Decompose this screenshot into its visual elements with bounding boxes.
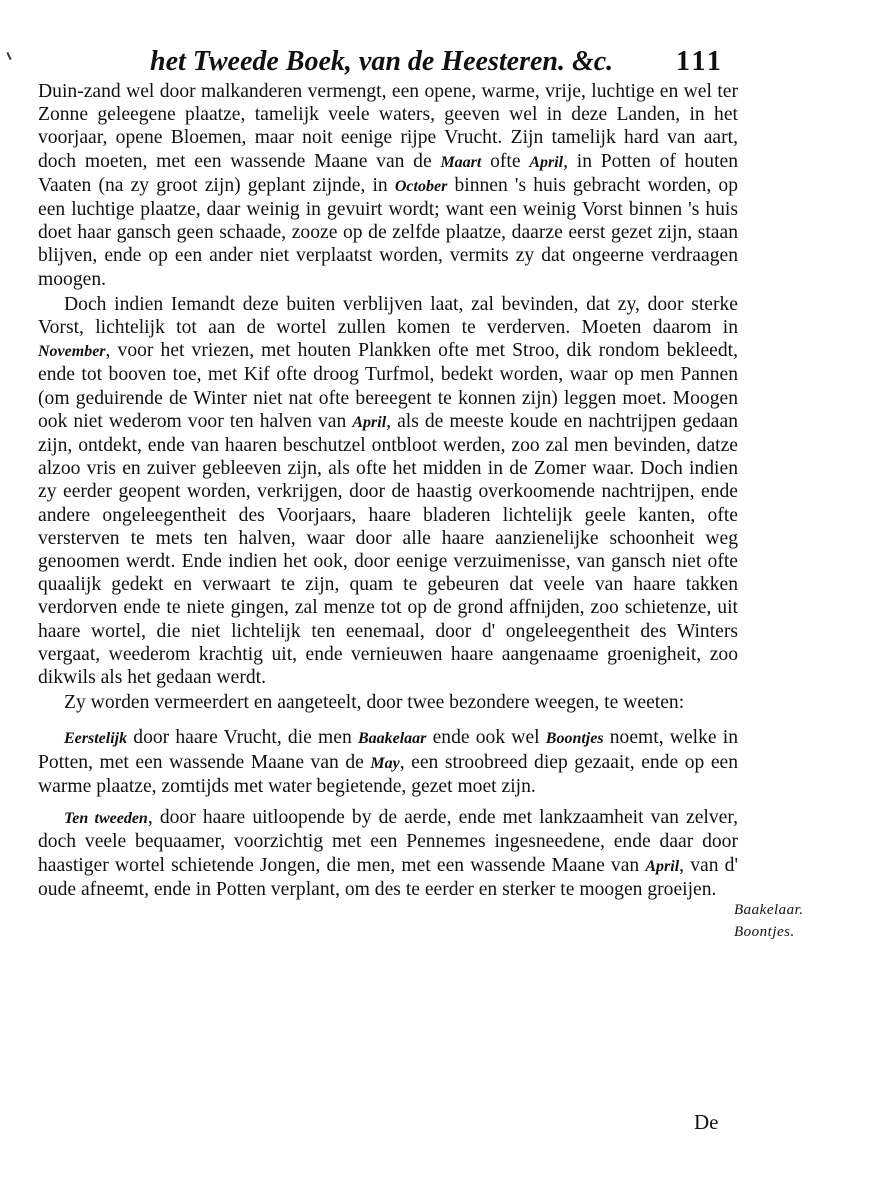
emphasis: Baakelaar bbox=[357, 730, 427, 748]
emphasis: Maart bbox=[440, 153, 482, 171]
emphasis: Ten tweeden bbox=[64, 810, 148, 828]
emphasis: Eerstelijk bbox=[64, 730, 128, 748]
paragraph-2: Doch indien Iemandt deze buiten verblijven laat, zal bevinden, dat zy, door sterke Vorst, lichtelijk tot aan de wortel zullen komen te verderven. Moeten daarom in November, voor het vriezen, met houten Plankken ofte met Stroo, dik rondom bekleedt, ende tot booven toe, met Kif ofte droog Turfmol, bedekt worden, waar op men Pannen (om geduirende de Winter niet nat ofte bereegent te konnen zijn) leggen moet. Moogen ook niet wederom voor ten halven van April, als de meeste koude en nachtrijpen gedaan zijn, ontdekt, ende van haaren beschutzel ontbloot werden, zoo zal men bevinden, datze alzoo vris en zuiver gebleeven zijn, als ofte het midden in de Zomer waar. Doch indien zy eerder geopent worden, verkrijgen, door de haastig overkoomende nachtrijpen, ende andere ongeleegentheit des Voorjaars, haare bladeren lichtelijk geele kanten, ofte versterven te mets ten halven, waar door alle haare aanzienelijke schoonheit weg genoomen werdt. Ende indien het ook, door eenige verzuimenisse, van gansch niet ofte quaalijk gedekt en verwaart te zijn, quam te gebeuren dat veele van haare takken verdorven ende te niete gingen, zal menze tot op de grond affnijden, zoo schietenze, uit haare wortel, die niet lichtelijk ten eenemaal, door d' ongeleegentheit des Winters vergaat, weederom krachtig uit, ende vernieuwen haare aangenaame groenigheit, zoo dikwils als het gedaan werdt. bbox=[38, 293, 738, 689]
emphasis: April bbox=[645, 857, 680, 875]
emphasis: October bbox=[394, 177, 448, 195]
paragraph-1: Duin-zand wel door malkanderen vermengt, een opene, warme, vrije, luchtige en wel ter Zonne geleegene plaatze, tamelijk veele waters, geeven wel in deze Landen, in het voorjaar, opene Bloemen, maar noit eenige rijpe Vrucht. Zijn tamelijk hard van aart, doch moeten, met een wassende Maane van de Maart ofte April, in Potten of houten Vaaten (na zy groot zijn) geplant zijnde, in October binnen 's huis gebracht worden, op een luchtige plaatze, daar weinig in gevuirt wordt; want een weinig Vorst binnen 's huis doet haar gansch geen schaade, zooze op de zelfde plaatze, daarze eerst gezet zijn, staan blijven, ende op een ander niet verplaatst worden, vermits zy dat ongeerne verdraagen moogen. bbox=[38, 81, 739, 290]
margin-note-boontjes: Boontjes. bbox=[734, 924, 795, 940]
catchword: De bbox=[694, 1110, 719, 1134]
running-title: het Tweede Boek, van de Heesteren. &c. bbox=[150, 46, 614, 77]
margin-note-baakelaar: Baakelaar. bbox=[734, 902, 804, 918]
paragraph-5: Ten tweeden, door haare uitloopende by de aerde, ende met lankzaamheit van zelver, doch veele bequaamer, voorzichtig met een Pennemes ingesneedene, ende daar door haastiger wortel schietende Jongen, die men, met een wassende Maane van April, van d' oude afneemt, ende in Potten verplant, om des te eerder en sterker te moogen groeijen. bbox=[38, 807, 739, 900]
paragraph-3: Zy worden vermeerdert en aangeteelt, door twee bezondere weegen, te weeten: bbox=[64, 692, 685, 714]
emphasis: November bbox=[38, 343, 106, 361]
page-number: 111 bbox=[676, 46, 724, 77]
emphasis: May bbox=[370, 754, 400, 772]
margin-mark bbox=[6, 52, 11, 60]
paragraph-4: Eerstelijk door haare Vrucht, die men Baakelaar ende ook wel Boontjes noemt, welke in Potten, met een wassende Maane van de May, een stroobreed diep gezaait, ende op een warme plaatze, zomtijds met water begietende, gezet moet zijn. bbox=[38, 727, 739, 797]
emphasis: Boontjes bbox=[545, 730, 604, 748]
emphasis: April bbox=[352, 413, 387, 431]
emphasis: April bbox=[529, 153, 564, 171]
body-text bbox=[38, 80, 738, 901]
